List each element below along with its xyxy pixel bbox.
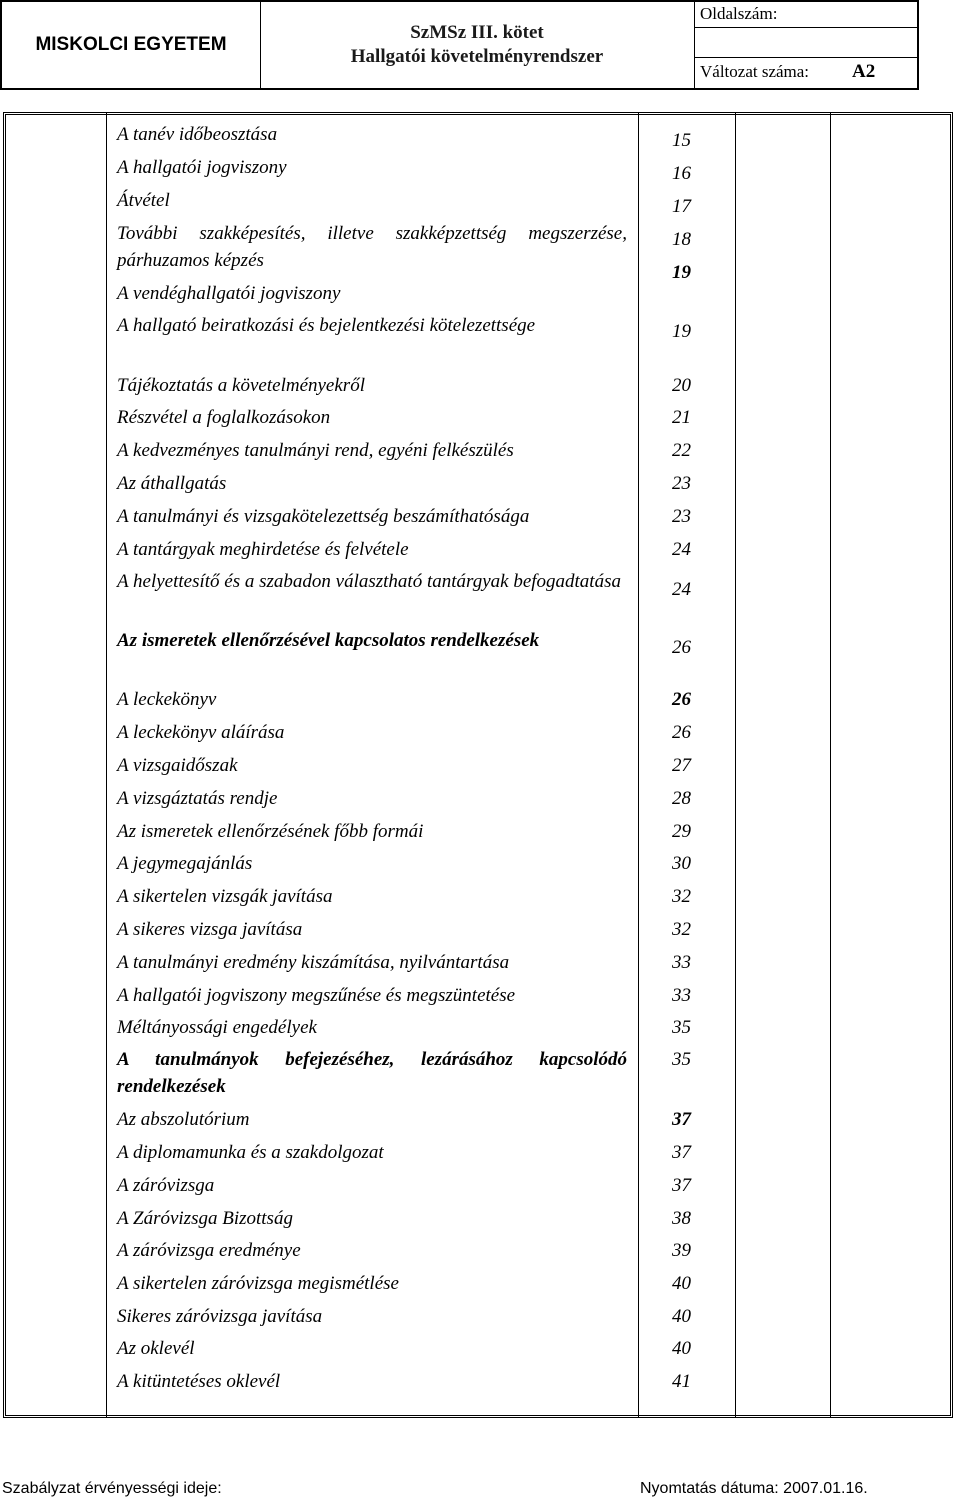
toc-entry-title: A leckekönyv: [117, 689, 217, 710]
toc-entry-page: 40: [672, 1338, 691, 1359]
toc-entry-page: 27: [672, 755, 691, 776]
toc-entry-title: A tanulmányi és vizsgakötelezettség beszámíthatósága: [117, 506, 530, 527]
document-title: Hallgatói követelményrendszer: [350, 46, 604, 67]
column-divider: [735, 112, 736, 1418]
toc-entry-page: 28: [672, 788, 691, 809]
toc-entry-page: 32: [672, 886, 691, 907]
toc-entry-title: A hallgatói jogviszony: [117, 157, 287, 178]
volume-title: SzMSz III. kötet: [410, 22, 544, 43]
toc-entry-page: 32: [672, 919, 691, 940]
toc-entry-title: A tanév időbeosztása: [117, 124, 278, 145]
toc-entry-title: A tantárgyak meghirdetése és felvétele: [117, 539, 409, 560]
toc-entry-title: A jegymegajánlás: [117, 853, 253, 874]
toc-entry-page: 26: [672, 689, 691, 710]
toc-entry-title: Tájékoztatás a követelményekről: [117, 375, 365, 396]
version-row: [694, 58, 917, 88]
toc-entry-title: A tanulmányok befejezéséhez, lezárásához kapcsolódó rendelkezések: [117, 1049, 627, 1097]
toc-entry-page: 39: [672, 1240, 691, 1261]
toc-entry-page: 23: [672, 506, 691, 527]
toc-entry-title: Az oklevél: [117, 1338, 195, 1359]
toc-entry-title: A sikertelen vizsgák javítása: [117, 886, 333, 907]
toc-entry-page: 38: [672, 1208, 691, 1229]
toc-entry-page: 37: [672, 1142, 691, 1163]
toc-entry-title: A Záróvizsga Bizottság: [117, 1208, 293, 1229]
document-title-block: [260, 2, 695, 88]
toc-entry-page: 26: [672, 637, 691, 658]
toc-entry-page: 16: [672, 163, 691, 184]
validity-label: Szabályzat érvényességi ideje:: [2, 1480, 222, 1497]
toc-entry-page: 17: [672, 196, 691, 217]
toc-entry-page: 20: [672, 375, 691, 396]
version-label: Változat száma:: [700, 62, 810, 81]
page-number-value: [694, 28, 917, 58]
toc-entry-page: 35: [672, 1049, 691, 1070]
university-name: MISKOLCI EGYETEM: [2, 2, 261, 88]
toc-entry-title: Részvétel a foglalkozásokon: [117, 407, 331, 428]
toc-entry-page: 18: [672, 229, 691, 250]
version-value: A2: [852, 61, 876, 82]
toc-entry-page: 40: [672, 1306, 691, 1327]
column-divider: [638, 112, 639, 1418]
toc-entry-page: 26: [672, 722, 691, 743]
toc-entry-title: Sikeres záróvizsga javítása: [117, 1306, 323, 1327]
toc-entry-page: 23: [672, 473, 691, 494]
column-divider: [106, 112, 107, 1418]
toc-entry-page: 19: [672, 262, 691, 283]
toc-entry-title: A kedvezményes tanulmányi rend, egyéni felkészülés: [117, 440, 514, 461]
toc-entry-page: 15: [672, 130, 691, 151]
toc-entry-title: A sikertelen záróvizsga megismétlése: [117, 1273, 399, 1294]
toc-entry-title: Az ismeretek ellenőrzésének főbb formái: [117, 821, 424, 842]
toc-entry-page: 22: [672, 440, 691, 461]
toc-entry-page: 24: [672, 539, 691, 560]
toc-entry-page: 30: [672, 853, 691, 874]
toc-entry-page: 35: [672, 1017, 691, 1038]
toc-entry-title: További szakképesítés, illetve szakképzettség megszerzése, párhuzamos képzés: [117, 223, 627, 271]
toc-entry-title: Az abszolutórium: [117, 1109, 250, 1130]
toc-entry-page: 19: [672, 321, 691, 342]
toc-entry-page: 33: [672, 952, 691, 973]
toc-entry-title: A helyettesítő és a szabadon választható tantárgyak befogadtatása: [117, 571, 621, 592]
toc-entry-title: A sikeres vizsga javítása: [117, 919, 303, 940]
toc-entry-title: A tanulmányi eredmény kiszámítása, nyilvántartása: [117, 952, 510, 973]
toc-entry-title: A vizsgáztatás rendje: [117, 788, 278, 809]
toc-entry-title: Átvétel: [117, 190, 170, 211]
toc-entry-title: A vizsgaidőszak: [117, 755, 238, 776]
toc-entry-title: A leckekönyv aláírása: [117, 722, 285, 743]
toc-entry-page: 33: [672, 985, 691, 1006]
toc-entry-title: A záróvizsga: [117, 1175, 215, 1196]
toc-entry-title: A hallgatói jogviszony megszűnése és megszüntetése: [117, 985, 516, 1006]
toc-entry-page: 21: [672, 407, 691, 428]
toc-entry-title: Az ismeretek ellenőrzésével kapcsolatos rendelkezések: [117, 630, 540, 651]
toc-entry-page: 41: [672, 1371, 691, 1392]
toc-entry-page: 37: [672, 1109, 691, 1130]
toc-entry-page: 37: [672, 1175, 691, 1196]
page-number-label: Oldalszám:: [694, 2, 917, 28]
toc-entry-title: Az áthallgatás: [117, 473, 227, 494]
toc-entry-title: Méltányossági engedélyek: [117, 1017, 317, 1038]
toc-entry-title: A kitüntetéses oklevél: [117, 1371, 281, 1392]
document-meta: [694, 2, 917, 88]
toc-entry-page: 24: [672, 579, 691, 600]
toc-entry-page: 40: [672, 1273, 691, 1294]
toc-entry-title: A vendéghallgatói jogviszony: [117, 283, 341, 304]
column-divider: [830, 112, 831, 1418]
document-header: [0, 0, 919, 90]
print-date: Nyomtatás dátuma: 2007.01.16.: [640, 1480, 868, 1497]
toc-entry-title: A hallgató beiratkozási és bejelentkezési kötelezettsége: [117, 315, 536, 336]
toc-entry-page: 29: [672, 821, 691, 842]
toc-entry-title: A záróvizsga eredménye: [117, 1240, 301, 1261]
toc-entry-title: A diplomamunka és a szakdolgozat: [117, 1142, 384, 1163]
